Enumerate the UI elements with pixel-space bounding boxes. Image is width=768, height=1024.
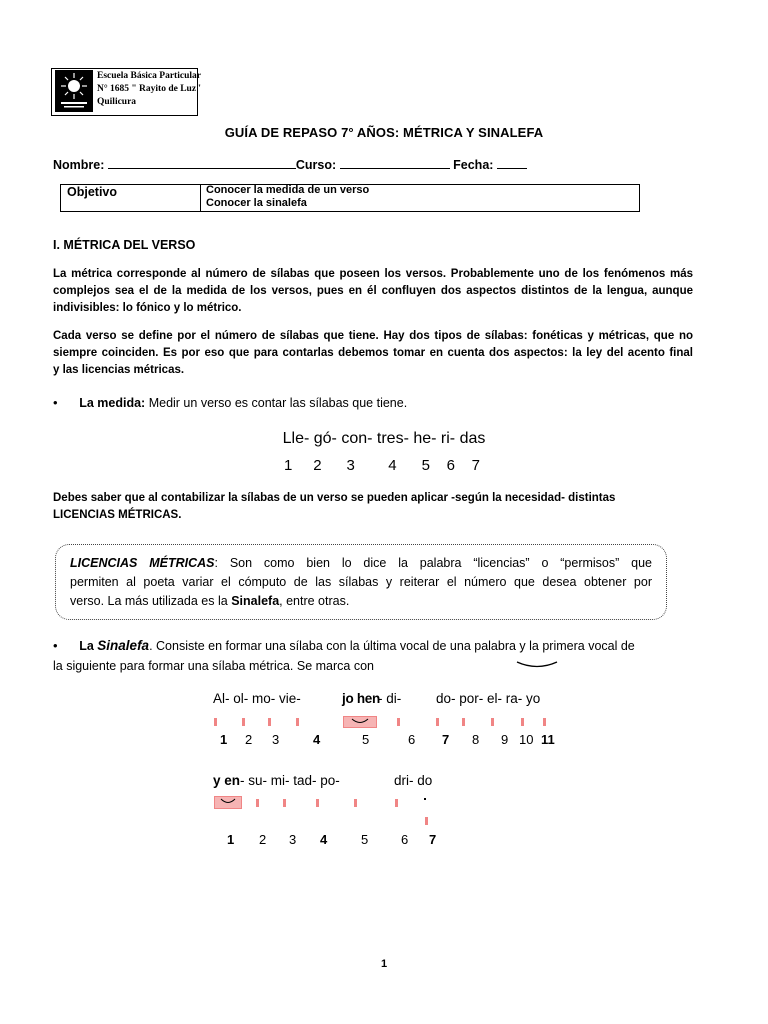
sinalefa-term: Sinalefa	[97, 638, 150, 653]
syllable-mark	[521, 718, 524, 726]
school-name: Escuela Básica Particular	[97, 71, 201, 81]
paragraph-line: Debes saber que al contabilizar la sílabas de un verso se pueden aplicar -según la necesidad- distintas	[53, 492, 616, 504]
syllable-mark	[242, 718, 245, 726]
bullet-icon: •	[53, 395, 80, 410]
paragraph-line: siempre coinciden. Es por eso que para contarlas debemos tomar en cuenta dos aspectos: la ley del acento final	[53, 347, 693, 359]
syllable-mark	[296, 718, 299, 726]
syllable-mark	[436, 718, 439, 726]
licencias-line-text: : Son como bien lo dice la palabra “licencias” o “permisos” que	[214, 556, 652, 570]
paragraph-line: complejos sea el de la medida de los versos, pues en él confluyen dos aspectos distintos de la lengua, aunque	[53, 285, 693, 297]
verse-1-number: 3	[272, 732, 280, 747]
dot-mark	[424, 798, 426, 800]
sinalefa-mark	[214, 796, 242, 809]
syllable-mark	[214, 718, 217, 726]
syllable-mark	[425, 817, 428, 825]
page-number: 1	[380, 958, 388, 970]
syllable-mark	[256, 799, 259, 807]
sinalefa-line-2: la siguiente para formar una sílaba métrica. Se marca con	[53, 659, 374, 673]
student-fields	[53, 157, 527, 172]
syllable-number: 7	[471, 457, 480, 474]
verse-1-number: 11	[541, 732, 555, 747]
syllable-mark	[268, 718, 271, 726]
verse-2-number: 5	[361, 832, 369, 847]
licencias-line	[70, 592, 652, 611]
paragraph-line: y las licencias métricas.	[53, 364, 185, 376]
objective-item-1: Conocer la medida de un verso	[206, 184, 370, 196]
sinalefa-arc-icon	[344, 717, 376, 727]
licencias-text	[70, 554, 652, 611]
verse-1-number: 7	[442, 732, 450, 747]
verse-2-number: 2	[259, 832, 267, 847]
bullet-sinalefa	[53, 636, 693, 676]
paragraph-metrica	[53, 266, 693, 317]
syllable-number: 2	[313, 457, 322, 474]
objective-item-2: Conocer la sinalefa	[206, 197, 307, 209]
fecha-label: Fecha:	[453, 158, 494, 172]
syllable-number: 1	[284, 457, 293, 474]
sun-logo-icon	[55, 70, 93, 112]
syllable-number: 4	[388, 457, 397, 474]
sinalefa-line-1	[53, 636, 693, 656]
curso-label: Curso:	[295, 158, 337, 172]
bullet-medida	[53, 395, 407, 410]
syllable-mark	[283, 799, 286, 807]
school-number: N° 1685 " Rayito de Luz"	[97, 84, 202, 94]
medida-text: Medir un verso es contar las sílabas que tiene.	[145, 396, 408, 410]
example-syllables: Lle- gó- con- tres- he- ri- das	[282, 430, 486, 447]
sinalefa-term: Sinalefa	[231, 594, 280, 608]
bullet-icon: •	[53, 638, 80, 653]
curso-field[interactable]	[340, 157, 450, 169]
nombre-field[interactable]	[108, 157, 296, 169]
verse-2-number: 1	[227, 832, 235, 847]
licencias-line	[70, 554, 652, 573]
medida-term: La medida:	[79, 396, 146, 410]
verse-1-number: 10	[519, 732, 534, 747]
paragraph-line: indivisibles: lo fónico y lo métrico.	[53, 302, 242, 314]
paragraph-licencias-intro	[53, 490, 693, 524]
section-title: I. MÉTRICA DEL VERSO	[53, 238, 196, 252]
licencias-line-text: , entre otras.	[279, 594, 350, 608]
nombre-label: Nombre:	[53, 158, 105, 172]
licencias-line-text: verso. La más utilizada es la	[70, 594, 232, 608]
verse-2-number: 7	[429, 832, 437, 847]
verse-2-part-b: - su- mi- tad- po-	[240, 773, 340, 788]
paragraph-line: Cada verso se define por el número de sílabas que tiene. Hay dos tipos de sílabas: fonéticas y métricas, que no	[53, 330, 693, 342]
verse-2-number: 6	[401, 832, 409, 847]
verse-1-number: 5	[362, 732, 370, 747]
verse-2-number: 4	[320, 832, 328, 847]
syllable-number: 3	[346, 457, 355, 474]
verse-1-part-d: do- por- el- ra- yo	[436, 691, 541, 706]
sinalefa-arc-icon	[215, 797, 241, 808]
sinalefa-prefix: La	[79, 639, 98, 653]
sinalefa-mark	[343, 716, 377, 728]
verse-1-part-c: - di-	[378, 691, 402, 706]
objective-divider	[200, 184, 201, 212]
syllable-mark	[397, 718, 400, 726]
paragraph-line: LICENCIAS MÉTRICAS.	[53, 509, 182, 521]
verse-1-number: 2	[245, 732, 253, 747]
verse-1-number: 6	[408, 732, 416, 747]
page-title: GUÍA DE REPASO 7° AÑOS: MÉTRICA Y SINALEFA	[224, 125, 544, 140]
verse-1-part-b: jo hen	[342, 691, 380, 706]
verse-1-number: 9	[501, 732, 509, 747]
licencias-term: LICENCIAS MÉTRICAS	[70, 556, 215, 570]
syllable-mark	[395, 799, 398, 807]
syllable-number: 6	[446, 457, 455, 474]
verse-1-number: 4	[313, 732, 321, 747]
verse-1-number: 8	[472, 732, 480, 747]
syllable-mark	[491, 718, 494, 726]
syllable-mark	[354, 799, 357, 807]
objective-label: Objetivo	[67, 185, 118, 199]
syllable-mark	[543, 718, 546, 726]
example-numbers	[284, 457, 480, 474]
verse-1-part-a: Al- ol- mo- vie-	[213, 691, 301, 706]
sinalefa-arc-icon	[516, 660, 558, 670]
verse-1-number: 1	[220, 732, 228, 747]
paragraph-line: La métrica corresponde al número de sílabas que poseen los versos. Probablemente uno de los fenómenos más	[53, 268, 693, 280]
licencias-line: permiten al poeta variar el cómputo de las sílabas y reiterar el número que desea obtener por	[70, 575, 652, 589]
verse-2-part-c: dri- do	[394, 773, 433, 788]
school-city: Quilicura	[97, 97, 137, 107]
syllable-mark	[316, 799, 319, 807]
fecha-field[interactable]	[497, 157, 527, 169]
syllable-number: 5	[421, 457, 430, 474]
syllable-mark	[462, 718, 465, 726]
sinalefa-text: . Consiste en formar una sílaba con la última vocal de una palabra y la primera vocal de	[149, 639, 635, 653]
school-logo	[55, 70, 93, 112]
paragraph-silabas	[53, 328, 693, 379]
verse-2-part-a: y en	[213, 773, 241, 788]
verse-2-number: 3	[289, 832, 297, 847]
